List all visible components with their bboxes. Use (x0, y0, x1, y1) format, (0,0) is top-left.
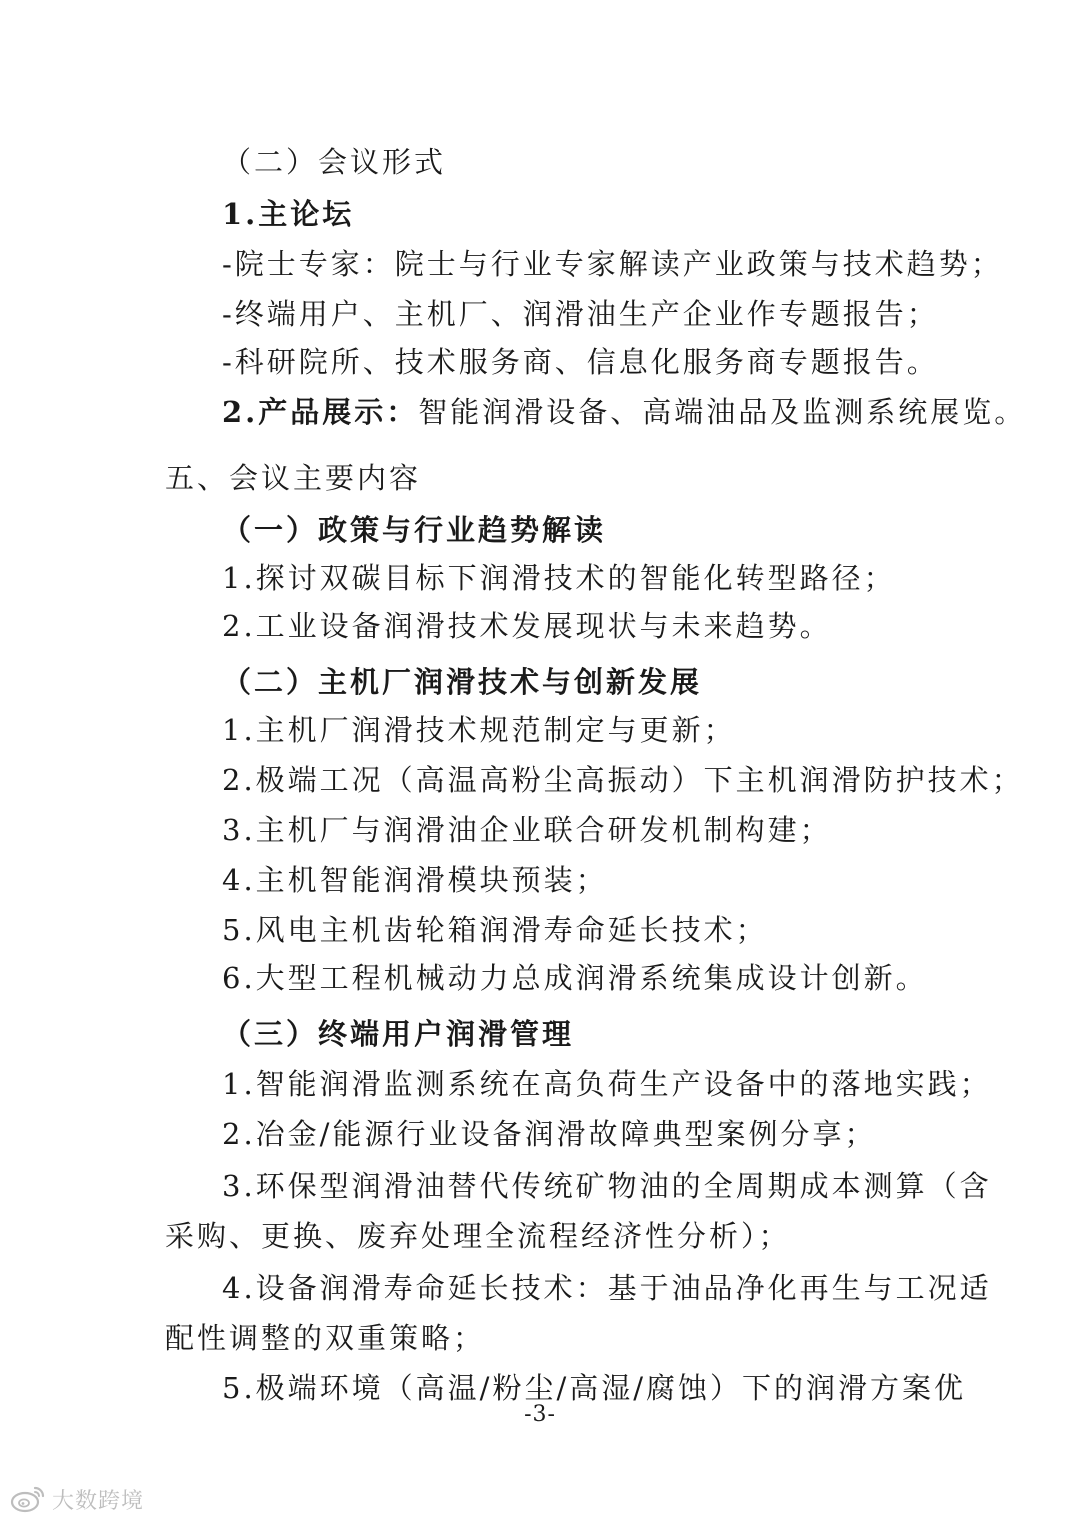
page-number: -3- (524, 1402, 556, 1427)
list-item-continuation: 采购、更换、废弃处理全流程经济性分析）； (165, 1219, 791, 1253)
subheading-oem-lubrication: （二）主机厂润滑技术与创新发展 (222, 665, 703, 699)
list-item: -终端用户、主机厂、润滑油生产企业作专题报告； (222, 297, 939, 331)
list-item-product-display (222, 392, 1026, 432)
list-item: 6.大型工程机械动力总成润滑系统集成设计创新。 (222, 961, 928, 995)
product-display-text: 智能润滑设备、高端油品及监测系统展览。 (418, 395, 1027, 429)
list-item: 3.环保型润滑油替代传统矿物油的全周期成本测算（含 (222, 1169, 992, 1203)
list-item: 1.智能润滑监测系统在高负荷生产设备中的落地实践； (222, 1067, 992, 1101)
list-item: 5.极端环境（高温/粉尘/高湿/腐蚀）下的润滑方案优 (222, 1371, 966, 1405)
watermark (10, 1482, 144, 1516)
list-item: 2.极端工况（高温高粉尘高振动）下主机润滑防护技术； (222, 763, 1024, 797)
subheading-end-user-management: （三）终端用户润滑管理 (222, 1017, 575, 1051)
subheading-policy-trends: （一）政策与行业趋势解读 (222, 513, 607, 547)
section-heading-main-content: 五、会议主要内容 (165, 461, 422, 495)
watermark-text: 大数跨境 (52, 1488, 145, 1514)
list-item: 4.主机智能润滑模块预装； (222, 863, 608, 897)
section-heading-meeting-format: （二）会议形式 (222, 145, 447, 179)
list-item: 1.探讨双碳目标下润滑技术的智能化转型路径； (222, 561, 896, 595)
list-item: -科研院所、技术服务商、信息化服务商专题报告。 (222, 345, 939, 379)
list-item: 4.设备润滑寿命延长技术：基于油品净化再生与工况适 (222, 1271, 992, 1305)
list-item: 1.主机厂润滑技术规范制定与更新； (222, 713, 736, 747)
list-item: 3.主机厂与润滑油企业联合研发机制构建； (222, 813, 832, 847)
list-item: 5.风电主机齿轮箱润滑寿命延长技术； (222, 913, 768, 947)
list-item: 2.工业设备润滑技术发展现状与未来趋势。 (222, 609, 832, 643)
list-item: -院士专家：院士与行业专家解读产业政策与技术趋势； (222, 247, 1003, 281)
subheading-main-forum: 1.主论坛 (222, 197, 355, 231)
list-item: 2.冶金/能源行业设备润滑故障典型案例分享； (222, 1117, 877, 1151)
product-display-label: 2.产品展示： (222, 395, 419, 429)
weibo-logo-icon (10, 1485, 46, 1513)
list-item-continuation: 配性调整的双重策略； (165, 1321, 486, 1355)
